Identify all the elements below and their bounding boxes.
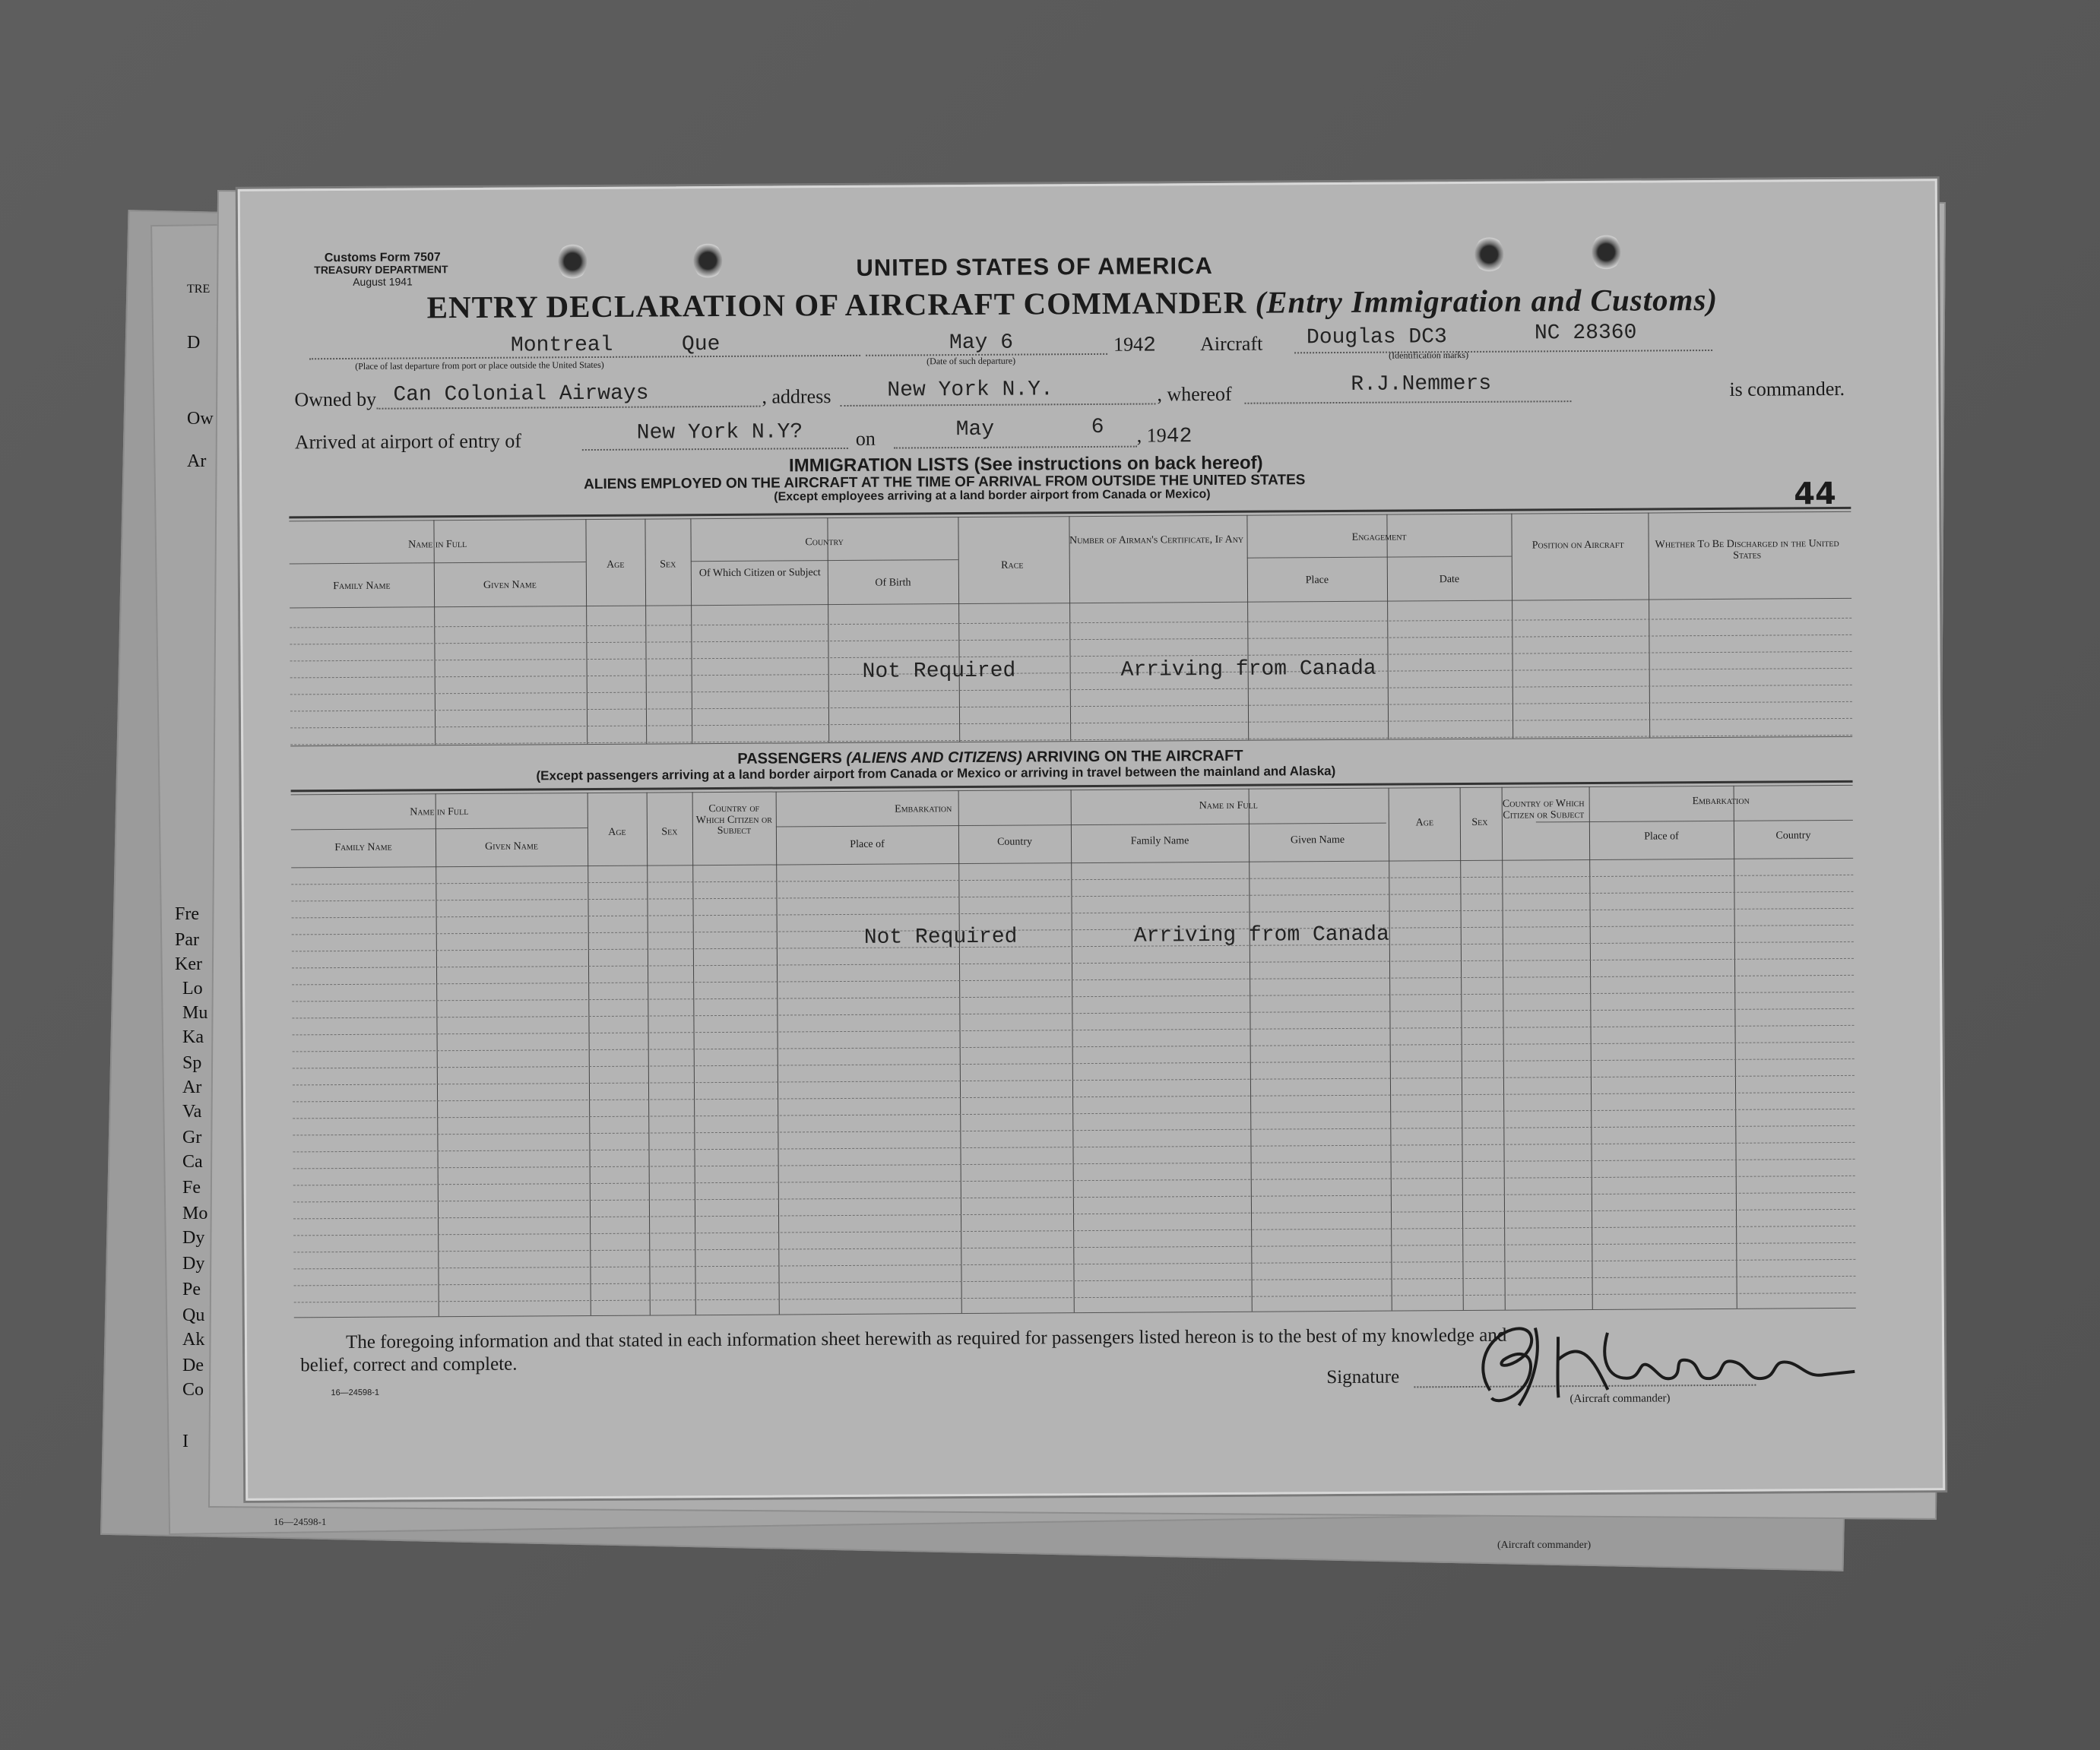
aircraft-id-caption: (Identification marks): [1389, 349, 1469, 361]
address-line: [840, 403, 1155, 407]
underlying-sheet-letter: Dy: [182, 1228, 205, 1248]
punch-hole: [558, 242, 587, 280]
underlying-sheet-letter: D: [187, 333, 201, 353]
arrival-date-line: [894, 446, 1137, 449]
crew-table-header-rule: [290, 598, 1851, 609]
passenger-not-required: Not Required: [863, 925, 1018, 950]
passenger-header-name-in-full: Name in Full: [410, 806, 469, 818]
departure-province: Que: [681, 332, 721, 357]
passenger-row-line: [292, 975, 1854, 986]
crew-header-citizen: Of Which Citizen or Subject: [698, 567, 821, 580]
passenger-name-subrule-2: [1071, 823, 1386, 826]
underlying-sheet-letter: Ca: [182, 1152, 203, 1172]
underlying-print-code: 16—24598-1: [274, 1516, 327, 1527]
passenger-row-line: [293, 1109, 1855, 1119]
passenger-row-line: [293, 1025, 1855, 1036]
passenger-row-line: [293, 1226, 1855, 1236]
passenger-header-citizen: Country of Which Citizen or Subject: [695, 802, 772, 837]
passenger-row-line: [293, 1142, 1855, 1153]
passenger-header-embarkation: Embarkation: [895, 803, 952, 815]
departure-year-suffix: 2: [1142, 334, 1156, 358]
declaration-text-2: belief, correct and complete.: [300, 1353, 518, 1376]
passenger-header-sex: Sex: [661, 826, 678, 838]
crew-engagement-subrule: [1247, 556, 1512, 559]
departure-year: [1113, 333, 1156, 357]
passenger-header-place-of-2: Place of: [1644, 831, 1679, 843]
passenger-header-given-name-2: Given Name: [1290, 834, 1345, 847]
passengers-title-text: PASSENGERS: [737, 750, 842, 767]
underlying-sheet-letter: Gr: [182, 1128, 202, 1147]
crew-table-bottom-rule: [290, 736, 1852, 747]
passenger-column-divider: [588, 793, 591, 1315]
underlying-sheet-letter: Fre: [175, 904, 199, 924]
departure-year-prefix: 194: [1113, 333, 1144, 356]
passenger-row-line: [293, 1159, 1855, 1169]
underlying-sheet-letter: TRE: [187, 283, 211, 296]
declaration-text-1: The foregoing information and that stated in each information sheet herewith as required for passengers listed hereon is to the best of my knowledge and: [345, 1324, 1507, 1353]
crew-not-required: Not Required: [862, 659, 1016, 684]
punch-hole: [1592, 233, 1620, 271]
passenger-header-sex-2: Sex: [1471, 816, 1488, 828]
immigration-title-text: IMMIGRATION LISTS: [788, 454, 969, 476]
passenger-embark-subrule: [776, 824, 1071, 827]
underlying-sheet-letter: Ar: [187, 451, 207, 471]
departure-date-caption: (Date of such departure): [926, 355, 1016, 367]
form-number: Customs Form 7507: [324, 251, 441, 265]
form-print-code: 16—24598-1: [331, 1388, 380, 1398]
passenger-row-line: [291, 875, 1853, 885]
crew-column-divider: [958, 517, 960, 742]
signature-label: Signature: [1326, 1366, 1400, 1388]
underlying-sheet-edge: [173, 0, 242, 1750]
crew-header-date: Date: [1439, 574, 1460, 586]
punch-hole: [1474, 236, 1503, 274]
passenger-row-line: [293, 1042, 1855, 1052]
crew-column-divider: [827, 517, 829, 742]
aircraft-line: [1294, 350, 1712, 353]
passenger-column-divider: [776, 792, 780, 1315]
crew-header-engagement: Engagement: [1351, 531, 1407, 543]
crew-arriving-from: Arriving from Canada: [1120, 657, 1376, 682]
passenger-row-line: [294, 1276, 1856, 1286]
passenger-name-subrule: [291, 828, 588, 830]
passenger-row-line: [291, 891, 1853, 902]
crew-row-line: [290, 618, 1851, 628]
passenger-row-line: [293, 1059, 1855, 1069]
crew-header-given-name: Given Name: [483, 579, 537, 591]
underlying-sheet-letter: Ker: [175, 954, 202, 974]
passenger-row-line: [293, 1242, 1855, 1253]
passenger-column-divider: [436, 793, 439, 1316]
passenger-header-name-in-full-2: Name in Full: [1199, 799, 1258, 812]
passenger-column-divider: [1502, 787, 1506, 1310]
aliens-note: (Except employees arriving at a land border airport from Canada or Mexico): [774, 488, 1211, 504]
crew-header-position: Position on Aircraft: [1531, 539, 1624, 552]
passengers-note: (Except passengers arriving at a land border airport from Canada or Mexico or arriving in travel between the mainland and Alaska): [536, 764, 1336, 783]
crew-row-line: [290, 651, 1852, 662]
crew-column-divider: [1386, 514, 1389, 739]
address-label: , address: [762, 385, 831, 408]
aircraft-id-marks: NC 28360: [1534, 321, 1637, 346]
main-title: [427, 281, 1718, 325]
passenger-row-line: [294, 1293, 1856, 1303]
crew-country-subrule: [691, 559, 958, 562]
passenger-header-family-name: Family Name: [334, 841, 392, 854]
underlying-sheet-letter: Pe: [182, 1280, 201, 1299]
passengers-title-italic: (ALIENS AND CITIZENS): [846, 748, 1022, 767]
crew-header-country: Country: [805, 536, 844, 549]
owner-address: New York N.Y.: [887, 378, 1053, 403]
arrival-month: May: [955, 417, 995, 442]
aliens-title: ALIENS EMPLOYED ON THE AIRCRAFT AT THE TIME OF ARRIVAL FROM OUTSIDE THE UNITED STATES: [584, 472, 1306, 493]
underlying-sheet-letter: Ow: [187, 409, 214, 429]
country-title: UNITED STATES OF AMERICA: [856, 252, 1213, 281]
passenger-header-family-name-2: Family Name: [1130, 835, 1189, 847]
passenger-header-given-name: Given Name: [485, 840, 538, 853]
arrival-airport-line: [582, 448, 848, 451]
passenger-header-country: Country: [997, 836, 1032, 848]
crew-header-birth: Of Birth: [875, 577, 911, 589]
passenger-header-citizen-2: Country of Which Citizen or Subject: [1502, 798, 1585, 821]
commander-suffix: is commander.: [1729, 377, 1845, 400]
passenger-column-divider: [1389, 788, 1392, 1311]
underlying-sheet-letter: Sp: [182, 1053, 202, 1073]
crew-header-place: Place: [1305, 574, 1329, 587]
punch-hole: [693, 242, 722, 280]
passenger-header-embarkation-2: Embarkation: [1692, 795, 1750, 808]
main-title-italic: (Entry Immigration and Customs): [1255, 281, 1718, 320]
crew-column-divider: [645, 519, 647, 744]
passenger-column-divider: [692, 792, 696, 1315]
whereof-label: , whereof: [1157, 382, 1232, 406]
crew-column-divider: [433, 520, 436, 745]
passenger-header-age: Age: [608, 826, 626, 838]
crew-header-race: Race: [1001, 559, 1024, 571]
underlying-sheet-letter: Fe: [182, 1178, 201, 1198]
arrival-year-prefix: , 19: [1136, 424, 1167, 447]
passenger-row-line: [293, 1259, 1855, 1270]
passenger-column-divider: [1071, 790, 1075, 1312]
underlying-sheet-letter: Ak: [182, 1330, 205, 1350]
owner-name: Can Colonial Airways: [393, 381, 649, 407]
passenger-row-line: [292, 908, 1854, 919]
passenger-row-line: [293, 1075, 1855, 1086]
owned-by-label: Owned by: [294, 388, 377, 411]
underlying-sheet-letter: Qu: [182, 1305, 205, 1325]
crew-column-divider: [690, 518, 692, 743]
underlying-signature-caption: (Aircraft commander): [1497, 1540, 1592, 1551]
arrival-label: Arrived at airport of entry of: [294, 429, 522, 454]
underlying-sheet-letter: De: [182, 1356, 204, 1375]
underlying-sheet-letter: Co: [182, 1380, 204, 1400]
passenger-column-divider: [647, 793, 651, 1315]
passenger-header-country-2: Country: [1775, 830, 1811, 842]
underlying-sheet-letter: Va: [182, 1102, 202, 1122]
passenger-column-divider: [1734, 786, 1737, 1309]
passenger-column-divider: [958, 790, 962, 1313]
crew-row-line: [290, 735, 1852, 745]
arrival-year-suffix: 42: [1166, 425, 1193, 449]
passenger-row-line: [292, 925, 1854, 935]
passenger-table-header-rule: [291, 858, 1853, 869]
aircraft-type: Douglas DC3: [1306, 325, 1447, 350]
declaration-form: [238, 179, 1946, 1501]
passenger-arriving-from: Arriving from Canada: [1133, 922, 1389, 948]
form-date: August 1941: [353, 275, 413, 288]
crew-column-divider: [1069, 516, 1071, 741]
passenger-row-line: [293, 1092, 1855, 1103]
underlying-sheet-letter: Ka: [182, 1027, 204, 1047]
passenger-row-line: [293, 1125, 1855, 1136]
passenger-row-line: [292, 958, 1854, 969]
passenger-row-line: [293, 1209, 1855, 1220]
crew-header-discharged: Whether To Be Discharged in the United States: [1655, 537, 1839, 562]
crew-row-line: [290, 634, 1851, 645]
underlying-sheet-letter: Lo: [182, 979, 203, 998]
arrival-airport: New York N.Y?: [636, 420, 803, 445]
commander-line: [1244, 400, 1571, 404]
underlying-sheet-letter: Mu: [182, 1003, 208, 1023]
passenger-header-place-of: Place of: [850, 838, 885, 850]
departure-date: May 6: [949, 331, 1014, 356]
passenger-row-line: [292, 1008, 1854, 1019]
underlying-sheet-letter: Dy: [182, 1254, 205, 1274]
passenger-header-age-2: Age: [1415, 817, 1434, 829]
crew-row-line: [290, 718, 1852, 729]
passenger-column-divider: [1249, 789, 1253, 1312]
passenger-row-line: [293, 1176, 1855, 1186]
arrival-on-label: on: [855, 427, 876, 450]
passenger-row-line: [292, 992, 1854, 1002]
crew-column-divider: [585, 519, 588, 744]
crew-name-subrule: [290, 562, 586, 564]
aircraft-label: Aircraft: [1199, 332, 1263, 356]
crew-header-age: Age: [606, 559, 625, 571]
commander-name: R.J.Nemmers: [1351, 372, 1492, 397]
department: TREASURY DEPARTMENT: [314, 263, 448, 277]
passenger-column-divider: [1460, 787, 1464, 1310]
tally-mark: 44: [1794, 476, 1837, 512]
main-title-text: ENTRY DECLARATION OF AIRCRAFT COMMANDER: [426, 284, 1247, 325]
arrival-day: 6: [1091, 415, 1104, 439]
crew-column-divider: [1246, 515, 1249, 740]
departure-place: Montreal: [510, 333, 613, 358]
crew-row-line: [290, 668, 1852, 679]
underlying-sheet-letter: Par: [175, 930, 199, 950]
crew-header-family-name: Family Name: [333, 580, 391, 593]
passenger-column-divider: [1589, 786, 1593, 1309]
passengers-title-rest: ARRIVING ON THE AIRCRAFT: [1025, 747, 1243, 766]
signature-caption: (Aircraft commander): [1569, 1392, 1671, 1406]
passenger-row-line: [293, 1192, 1855, 1203]
crew-header-certificate: Number of Airman's Certificate, If Any: [1069, 533, 1244, 547]
underlying-sheet-letter: Ar: [182, 1078, 202, 1097]
crew-row-line: [290, 685, 1852, 695]
underlying-sheet-letter: I: [182, 1432, 188, 1451]
crew-header-sex: Sex: [660, 559, 676, 571]
crew-row-line: [290, 701, 1852, 712]
departure-place-caption: (Place of last departure from port or place outside the United States): [355, 359, 604, 372]
crew-header-name-in-full: Name in Full: [408, 539, 467, 551]
passenger-row-line: [292, 941, 1854, 952]
underlying-sheet-letter: Mo: [182, 1204, 208, 1223]
immigration-title-note: (See instructions on back hereof): [974, 452, 1263, 475]
arrival-year: [1137, 424, 1193, 448]
